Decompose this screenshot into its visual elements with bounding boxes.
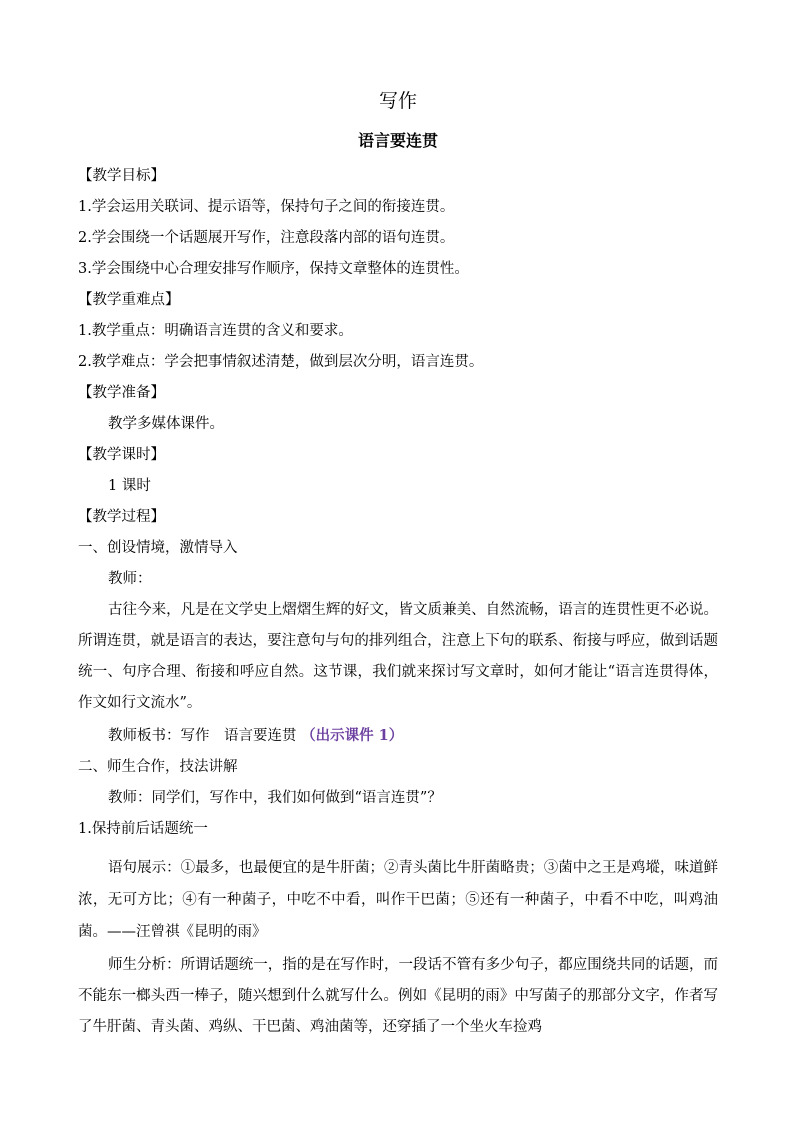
intro-paragraph-text: 古往今来，凡是在文学史上熠熠生辉的好文，皆文质兼美、自然流畅，语言的连贯性更不必说。所谓连贯，就是语言的表达，要注意句与句的排列组合，注意上下句的联系、衔接与呼应，做到话题统一、句序合理、衔接和呼应自然。这节课，我们就来探讨写文章时，如何才能让“语言连贯得体，作文如行文流水”。: [78, 602, 718, 711]
process-step-1-heading: 一、创设情境，激情导入: [78, 540, 238, 556]
document-title: 写作: [378, 90, 417, 112]
hours-text: 1 课时: [108, 478, 151, 494]
teacher-question: 教师：同学们，写作中，我们如何做到“语言连贯”？: [108, 790, 442, 806]
goal-item-2: 2.学会围绕一个话题展开写作，注意段落内部的语句连贯。: [78, 230, 455, 246]
goal-item-3: 3.学会围绕中心合理安排写作顺序，保持文章整体的连贯性。: [78, 261, 469, 277]
technique-1-heading: 1.保持前后话题统一: [78, 821, 208, 837]
blackboard-line: [108, 726, 748, 746]
example-paragraph: [78, 852, 718, 948]
key-point-1: 1.教学重点：明确语言连贯的含义和要求。: [78, 323, 353, 339]
courseware-note: （出示课件 1）: [301, 727, 404, 744]
document-subtitle: 语言要连贯: [357, 131, 438, 150]
process-step-2-heading: 二、师生合作，技法讲解: [78, 759, 238, 775]
section-heading-key-points: 【教学重难点】: [78, 292, 180, 308]
key-point-2: 2.教学难点：学会把事情叙述清楚，做到层次分明，语言连贯。: [78, 354, 484, 370]
teacher-label: 教师：: [108, 571, 152, 587]
section-heading-preparation: 【教学准备】: [78, 385, 165, 401]
section-heading-goals: 【教学目标】: [78, 168, 165, 184]
section-heading-process: 【教学过程】: [78, 509, 165, 525]
goal-item-1: 1.学会运用关联词、提示语等，保持句子之间的衔接连贯。: [78, 199, 455, 215]
preparation-text: 教学多媒体课件。: [108, 416, 224, 432]
example-text: ①最多，也最便宜的是牛肝菌；②青头菌比牛肝菌略贵；③菌中之王是鸡㙡，味道鲜浓，无可方比；④有一种菌子，中吃不中看，叫作干巴菌；⑤还有一种菌子，中看不中吃，叫鸡油菌。——汪曾祺《昆明的雨》: [78, 860, 719, 940]
blackboard-text: 教师板书：写作 语言要连贯: [108, 728, 297, 744]
analysis-text: 师生分析：所谓话题统一，指的是在写作时，一段话不管有多少句子，都应围绕共同的话题，而不能东一榔头西一棒子，随兴想到什么就写什么。例如《昆明的雨》中写菌子的那部分文字，作者写了牛肝菌、青头菌、鸡纵、干巴菌、鸡油菌等，还穿插了一个坐火车捡鸡: [78, 957, 718, 1035]
example-label: 语句展示：: [108, 860, 181, 876]
section-heading-hours: 【教学课时】: [78, 447, 165, 463]
analysis-paragraph: [78, 950, 718, 1043]
intro-paragraph: [78, 595, 718, 719]
